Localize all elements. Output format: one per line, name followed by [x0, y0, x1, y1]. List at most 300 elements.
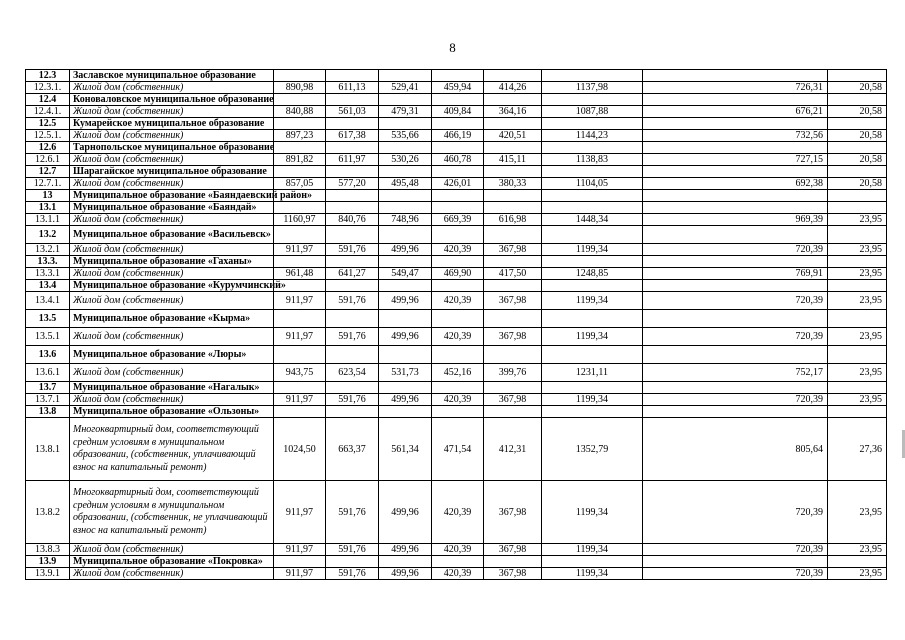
value-cell: 27,36	[828, 418, 887, 481]
row-code: 13.9.1	[26, 568, 70, 580]
value-cell: 1144,23	[542, 130, 643, 142]
section-title: Муниципальное образование «Курумчинский»	[70, 280, 274, 292]
value-cell: 1087,88	[542, 106, 643, 118]
empty-cell	[432, 382, 484, 394]
empty-cell	[379, 226, 432, 244]
value-cell: 591,76	[326, 544, 379, 556]
empty-cell	[379, 346, 432, 364]
section-header-row	[26, 190, 887, 202]
empty-cell	[643, 70, 828, 82]
value-cell: 911,97	[274, 481, 326, 544]
table-row	[26, 178, 887, 190]
empty-cell	[643, 166, 828, 178]
empty-cell	[484, 142, 542, 154]
value-cell: 499,96	[379, 568, 432, 580]
section-title: Тарнопольское муниципальное образование	[70, 142, 274, 154]
value-cell: 367,98	[484, 328, 542, 346]
empty-cell	[542, 346, 643, 364]
value-cell: 20,58	[828, 106, 887, 118]
value-cell: 535,66	[379, 130, 432, 142]
value-cell: 426,01	[432, 178, 484, 190]
value-cell: 417,50	[484, 268, 542, 280]
value-cell: 495,48	[379, 178, 432, 190]
section-header-row	[26, 142, 887, 154]
value-cell: 641,27	[326, 268, 379, 280]
empty-cell	[379, 142, 432, 154]
value-cell: 1160,97	[274, 214, 326, 226]
empty-cell	[828, 118, 887, 130]
row-description: Жилой дом (собственник)	[70, 394, 274, 406]
empty-cell	[643, 226, 828, 244]
empty-cell	[828, 70, 887, 82]
value-cell: 1199,34	[542, 544, 643, 556]
empty-cell	[643, 190, 828, 202]
section-header-row	[26, 70, 887, 82]
value-cell: 676,21	[643, 106, 828, 118]
row-description: Жилой дом (собственник)	[70, 268, 274, 280]
value-cell: 499,96	[379, 292, 432, 310]
empty-cell	[379, 118, 432, 130]
empty-cell	[542, 406, 643, 418]
value-cell: 23,95	[828, 214, 887, 226]
empty-cell	[484, 226, 542, 244]
value-cell: 499,96	[379, 481, 432, 544]
section-title: Кумарейское муниципальное образование	[70, 118, 274, 130]
empty-cell	[542, 190, 643, 202]
section-header-row	[26, 256, 887, 268]
table-row	[26, 418, 887, 481]
value-cell: 420,39	[432, 568, 484, 580]
value-cell: 1199,34	[542, 394, 643, 406]
empty-cell	[542, 94, 643, 106]
value-cell: 1199,34	[542, 328, 643, 346]
value-cell: 23,95	[828, 568, 887, 580]
empty-cell	[484, 166, 542, 178]
empty-cell	[432, 346, 484, 364]
value-cell: 617,38	[326, 130, 379, 142]
empty-cell	[542, 166, 643, 178]
value-cell: 591,76	[326, 328, 379, 346]
empty-cell	[326, 256, 379, 268]
row-description: Жилой дом (собственник)	[70, 364, 274, 382]
value-cell: 20,58	[828, 154, 887, 166]
section-header-row	[26, 226, 887, 244]
empty-cell	[542, 382, 643, 394]
section-title: Муниципальное образование «Кырма»	[70, 310, 274, 328]
table-row	[26, 544, 887, 556]
value-cell: 471,54	[432, 418, 484, 481]
value-cell: 1248,85	[542, 268, 643, 280]
value-cell: 692,38	[643, 178, 828, 190]
section-code: 13.7	[26, 382, 70, 394]
empty-cell	[432, 94, 484, 106]
empty-cell	[643, 382, 828, 394]
row-description: Жилой дом (собственник)	[70, 214, 274, 226]
value-cell: 1352,79	[542, 418, 643, 481]
value-cell: 591,76	[326, 481, 379, 544]
row-code: 12.4.1.	[26, 106, 70, 118]
row-code: 12.5.1.	[26, 130, 70, 142]
value-cell: 840,88	[274, 106, 326, 118]
value-cell: 531,73	[379, 364, 432, 382]
empty-cell	[828, 346, 887, 364]
section-title: Муниципальное образование «Баяндаевский район»	[70, 190, 274, 202]
empty-cell	[432, 166, 484, 178]
value-cell: 732,56	[643, 130, 828, 142]
value-cell: 720,39	[643, 328, 828, 346]
section-header-row	[26, 118, 887, 130]
value-cell: 1024,50	[274, 418, 326, 481]
value-cell: 364,16	[484, 106, 542, 118]
value-cell: 499,96	[379, 328, 432, 346]
empty-cell	[643, 346, 828, 364]
empty-cell	[828, 406, 887, 418]
empty-cell	[484, 118, 542, 130]
table-row	[26, 268, 887, 280]
row-code: 12.7.1.	[26, 178, 70, 190]
empty-cell	[326, 346, 379, 364]
empty-cell	[643, 556, 828, 568]
row-code: 12.3.1.	[26, 82, 70, 94]
value-cell: 367,98	[484, 568, 542, 580]
section-header-row	[26, 406, 887, 418]
section-title: Муниципальное образование «Ользоны»	[70, 406, 274, 418]
empty-cell	[643, 310, 828, 328]
section-code: 13.4	[26, 280, 70, 292]
table-body	[26, 70, 887, 580]
empty-cell	[432, 70, 484, 82]
value-cell: 412,31	[484, 418, 542, 481]
value-cell: 616,98	[484, 214, 542, 226]
empty-cell	[828, 142, 887, 154]
empty-cell	[432, 190, 484, 202]
empty-cell	[542, 556, 643, 568]
section-title: Коноваловское муниципальное образование	[70, 94, 274, 106]
empty-cell	[542, 118, 643, 130]
empty-cell	[432, 280, 484, 292]
section-title: Муниципальное образование «Васильевск»	[70, 226, 274, 244]
empty-cell	[274, 382, 326, 394]
section-code: 12.7	[26, 166, 70, 178]
empty-cell	[274, 256, 326, 268]
section-title: Муниципальное образование «Гаханы»	[70, 256, 274, 268]
empty-cell	[379, 166, 432, 178]
row-code: 13.8.1	[26, 418, 70, 481]
row-description: Жилой дом (собственник)	[70, 568, 274, 580]
section-header-row	[26, 202, 887, 214]
section-header-row	[26, 382, 887, 394]
value-cell: 857,05	[274, 178, 326, 190]
page-number: 8	[449, 40, 456, 55]
value-cell: 479,31	[379, 106, 432, 118]
empty-cell	[643, 280, 828, 292]
value-cell: 1231,11	[542, 364, 643, 382]
empty-cell	[484, 346, 542, 364]
table-row	[26, 214, 887, 226]
row-description: Жилой дом (собственник)	[70, 544, 274, 556]
value-cell: 911,97	[274, 328, 326, 346]
empty-cell	[326, 118, 379, 130]
empty-cell	[326, 166, 379, 178]
empty-cell	[274, 142, 326, 154]
empty-cell	[484, 70, 542, 82]
table-row	[26, 292, 887, 310]
section-title: Муниципальное образование «Люры»	[70, 346, 274, 364]
empty-cell	[379, 382, 432, 394]
empty-cell	[326, 94, 379, 106]
row-code: 13.2.1	[26, 244, 70, 256]
section-header-row	[26, 310, 887, 328]
value-cell: 499,96	[379, 544, 432, 556]
value-cell: 669,39	[432, 214, 484, 226]
value-cell: 611,13	[326, 82, 379, 94]
empty-cell	[484, 256, 542, 268]
value-cell: 1199,34	[542, 568, 643, 580]
table-row	[26, 328, 887, 346]
section-code: 12.6	[26, 142, 70, 154]
value-cell: 20,58	[828, 82, 887, 94]
value-cell: 367,98	[484, 244, 542, 256]
value-cell: 561,34	[379, 418, 432, 481]
value-cell: 20,58	[828, 178, 887, 190]
empty-cell	[828, 310, 887, 328]
row-code: 13.4.1	[26, 292, 70, 310]
empty-cell	[484, 406, 542, 418]
value-cell: 720,39	[643, 244, 828, 256]
value-cell: 414,26	[484, 82, 542, 94]
empty-cell	[326, 382, 379, 394]
empty-cell	[379, 406, 432, 418]
value-cell: 591,76	[326, 292, 379, 310]
value-cell: 420,39	[432, 544, 484, 556]
value-cell: 1104,05	[542, 178, 643, 190]
value-cell: 961,48	[274, 268, 326, 280]
value-cell: 23,95	[828, 328, 887, 346]
row-description: Многоквартирный дом, соответствующий средним условиям в муниципальном образовании, (собственник, уплачивающий взнос на капитальный ремонт)	[70, 418, 274, 481]
value-cell: 911,97	[274, 292, 326, 310]
row-code: 13.8.3	[26, 544, 70, 556]
value-cell: 380,33	[484, 178, 542, 190]
value-cell: 663,37	[326, 418, 379, 481]
empty-cell	[484, 382, 542, 394]
value-cell: 529,41	[379, 82, 432, 94]
value-cell: 577,20	[326, 178, 379, 190]
value-cell: 720,39	[643, 544, 828, 556]
empty-cell	[274, 70, 326, 82]
empty-cell	[432, 406, 484, 418]
value-cell: 969,39	[643, 214, 828, 226]
section-code: 13	[26, 190, 70, 202]
section-title: Муниципальное образование «Нагалык»	[70, 382, 274, 394]
empty-cell	[828, 382, 887, 394]
table-row	[26, 481, 887, 544]
empty-cell	[484, 94, 542, 106]
value-cell: 367,98	[484, 292, 542, 310]
empty-cell	[432, 202, 484, 214]
empty-cell	[432, 226, 484, 244]
empty-cell	[828, 202, 887, 214]
value-cell: 805,64	[643, 418, 828, 481]
section-code: 13.1	[26, 202, 70, 214]
value-cell: 460,78	[432, 154, 484, 166]
value-cell: 23,95	[828, 481, 887, 544]
row-description: Жилой дом (собственник)	[70, 292, 274, 310]
empty-cell	[542, 70, 643, 82]
value-cell: 409,84	[432, 106, 484, 118]
empty-cell	[326, 280, 379, 292]
empty-cell	[643, 118, 828, 130]
value-cell: 720,39	[643, 568, 828, 580]
empty-cell	[542, 142, 643, 154]
empty-cell	[828, 226, 887, 244]
row-description: Жилой дом (собственник)	[70, 244, 274, 256]
value-cell: 367,98	[484, 544, 542, 556]
empty-cell	[828, 94, 887, 106]
value-cell: 23,95	[828, 394, 887, 406]
section-code: 13.3.	[26, 256, 70, 268]
empty-cell	[542, 280, 643, 292]
empty-cell	[828, 556, 887, 568]
value-cell: 415,11	[484, 154, 542, 166]
section-header-row	[26, 346, 887, 364]
row-code: 13.8.2	[26, 481, 70, 544]
empty-cell	[274, 556, 326, 568]
table-row	[26, 364, 887, 382]
empty-cell	[542, 310, 643, 328]
section-code: 12.5	[26, 118, 70, 130]
empty-cell	[274, 202, 326, 214]
empty-cell	[274, 118, 326, 130]
value-cell: 591,76	[326, 394, 379, 406]
empty-cell	[379, 256, 432, 268]
value-cell: 611,97	[326, 154, 379, 166]
value-cell: 1137,98	[542, 82, 643, 94]
empty-cell	[326, 70, 379, 82]
empty-cell	[379, 202, 432, 214]
empty-cell	[828, 166, 887, 178]
value-cell: 840,76	[326, 214, 379, 226]
empty-cell	[326, 190, 379, 202]
value-cell: 20,58	[828, 130, 887, 142]
value-cell: 911,97	[274, 244, 326, 256]
empty-cell	[379, 70, 432, 82]
value-cell: 420,39	[432, 292, 484, 310]
value-cell: 499,96	[379, 394, 432, 406]
empty-cell	[484, 556, 542, 568]
value-cell: 549,47	[379, 268, 432, 280]
value-cell: 591,76	[326, 568, 379, 580]
empty-cell	[542, 256, 643, 268]
value-cell: 591,76	[326, 244, 379, 256]
table-row	[26, 244, 887, 256]
table-row	[26, 82, 887, 94]
section-header-row	[26, 280, 887, 292]
empty-cell	[379, 556, 432, 568]
empty-cell	[326, 202, 379, 214]
empty-cell	[828, 190, 887, 202]
value-cell: 452,16	[432, 364, 484, 382]
section-header-row	[26, 166, 887, 178]
value-cell: 23,95	[828, 364, 887, 382]
value-cell: 1448,34	[542, 214, 643, 226]
row-description: Жилой дом (собственник)	[70, 106, 274, 118]
empty-cell	[326, 226, 379, 244]
empty-cell	[432, 310, 484, 328]
empty-cell	[643, 256, 828, 268]
empty-cell	[484, 190, 542, 202]
empty-cell	[828, 280, 887, 292]
value-cell: 727,15	[643, 154, 828, 166]
table-row	[26, 394, 887, 406]
empty-cell	[828, 256, 887, 268]
empty-cell	[643, 142, 828, 154]
value-cell: 367,98	[484, 394, 542, 406]
empty-cell	[432, 556, 484, 568]
value-cell: 23,95	[828, 292, 887, 310]
value-cell: 769,91	[643, 268, 828, 280]
row-description: Жилой дом (собственник)	[70, 178, 274, 190]
value-cell: 890,98	[274, 82, 326, 94]
value-cell: 23,95	[828, 244, 887, 256]
value-cell: 1138,83	[542, 154, 643, 166]
empty-cell	[274, 346, 326, 364]
row-description: Жилой дом (собственник)	[70, 328, 274, 346]
section-code: 12.3	[26, 70, 70, 82]
value-cell: 891,82	[274, 154, 326, 166]
row-description: Жилой дом (собственник)	[70, 154, 274, 166]
row-description: Жилой дом (собственник)	[70, 82, 274, 94]
empty-cell	[484, 310, 542, 328]
empty-cell	[484, 202, 542, 214]
table-row	[26, 106, 887, 118]
row-code: 13.7.1	[26, 394, 70, 406]
empty-cell	[643, 94, 828, 106]
section-code: 13.2	[26, 226, 70, 244]
section-title: Шарагайское муниципальное образование	[70, 166, 274, 178]
empty-cell	[274, 310, 326, 328]
value-cell: 561,03	[326, 106, 379, 118]
value-cell: 911,97	[274, 568, 326, 580]
empty-cell	[326, 142, 379, 154]
value-cell: 23,95	[828, 544, 887, 556]
value-cell: 911,97	[274, 394, 326, 406]
empty-cell	[326, 310, 379, 328]
empty-cell	[326, 556, 379, 568]
empty-cell	[379, 310, 432, 328]
section-code: 12.4	[26, 94, 70, 106]
empty-cell	[326, 406, 379, 418]
empty-cell	[432, 256, 484, 268]
value-cell: 420,39	[432, 394, 484, 406]
value-cell: 943,75	[274, 364, 326, 382]
row-code: 13.1.1	[26, 214, 70, 226]
empty-cell	[432, 142, 484, 154]
tariff-table	[25, 69, 887, 580]
empty-cell	[484, 280, 542, 292]
section-title: Муниципальное образование «Покровка»	[70, 556, 274, 568]
section-title: Заславское муниципальное образование	[70, 70, 274, 82]
section-code: 13.5	[26, 310, 70, 328]
empty-cell	[432, 118, 484, 130]
table-row	[26, 154, 887, 166]
empty-cell	[643, 202, 828, 214]
empty-cell	[274, 94, 326, 106]
empty-cell	[379, 280, 432, 292]
value-cell: 466,19	[432, 130, 484, 142]
value-cell: 420,39	[432, 328, 484, 346]
row-code: 13.5.1	[26, 328, 70, 346]
row-code: 13.6.1	[26, 364, 70, 382]
